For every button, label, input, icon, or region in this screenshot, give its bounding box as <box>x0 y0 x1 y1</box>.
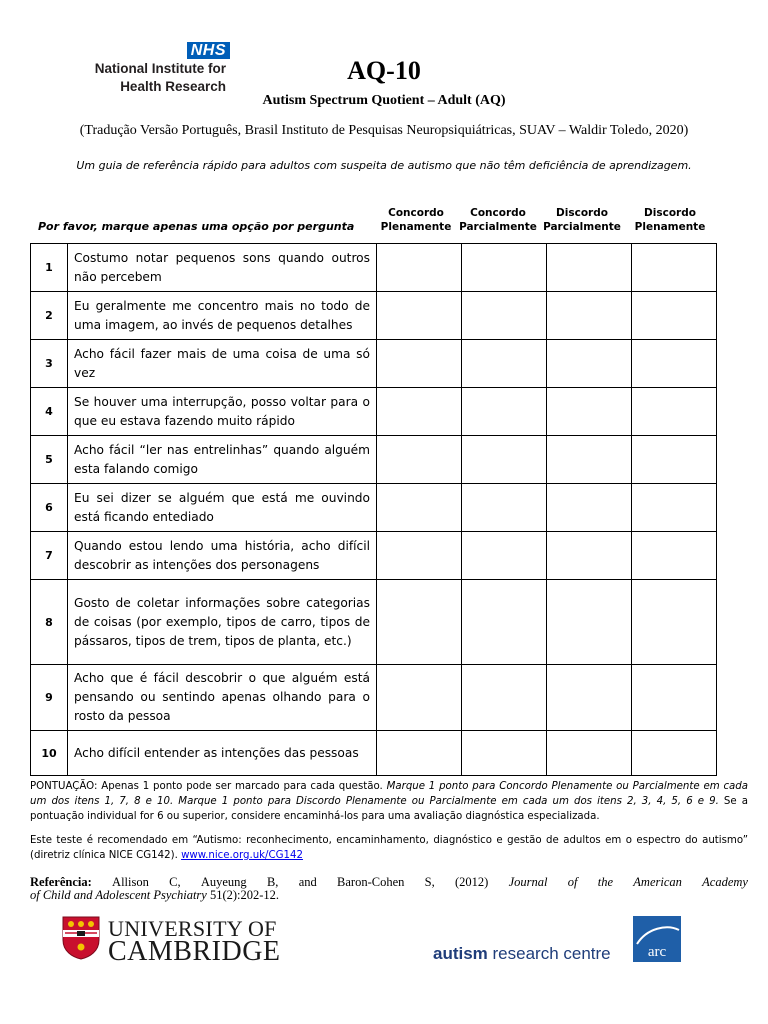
column-header-line: Plenamente <box>634 221 706 233</box>
reference <box>30 876 748 902</box>
reference-word: Journal <box>508 875 548 889</box>
reference-word: Allison <box>112 875 149 889</box>
cambridge-crest-icon <box>62 916 100 960</box>
column-header-line: Discordo <box>644 207 696 219</box>
column-header-line: Parcialmente <box>543 221 621 233</box>
question-text: Acho que é fácil descobrir o que alguém está pensando ou sentindo apenas olhando para o rosto da pessoa <box>68 665 377 731</box>
answer-cell[interactable] <box>377 340 462 388</box>
answer-cell[interactable] <box>377 436 462 484</box>
question-text: Gosto de coletar informações sobre categorias de coisas (por exemplo, tipos de carro, tipos de pássaros, tipos de trem, tipos de planta, etc.) <box>68 580 377 665</box>
arc-wordmark <box>433 944 611 964</box>
cambridge-line-1: UNIVERSITY OF <box>108 916 277 941</box>
answer-cell[interactable] <box>632 484 717 532</box>
nhs-badge: NHS <box>187 42 230 59</box>
arc-logo-icon <box>633 916 681 962</box>
questions-table <box>30 243 717 776</box>
instruction-text: Por favor, marque apenas uma opção por pergunta <box>38 220 355 233</box>
question-number: 2 <box>31 292 68 340</box>
answer-cell[interactable] <box>547 580 632 665</box>
table-row <box>31 340 717 388</box>
question-number: 9 <box>31 665 68 731</box>
title-text: AQ-10 <box>347 56 421 85</box>
question-text: Costumo notar pequenos sons quando outros não percebem <box>68 244 377 292</box>
reference-line-2 <box>30 889 748 902</box>
answer-cell[interactable] <box>462 731 547 776</box>
scoring-lead: PONTUAÇÃO: Apenas 1 ponto pode ser marcado para cada questão. <box>30 781 387 792</box>
reference-label: Referência: <box>30 875 92 889</box>
table-row <box>31 532 717 580</box>
reference-word: and <box>298 875 317 889</box>
answer-cell[interactable] <box>632 731 717 776</box>
reference-word: American <box>633 875 682 889</box>
cambridge-line-2: CAMBRIDGE <box>108 936 281 967</box>
nice-text: Este teste é recomendado em “Autismo: reconhecimento, encaminhamento, diagnóstico e gestão de adultos em o espectro do autismo” (diretriz clínica NICE CG142). <box>30 835 748 861</box>
question-text: Eu geralmente me concentro mais no todo de uma imagem, ao invés de pequenos detalhes <box>68 292 377 340</box>
column-header-line: Concordo <box>470 207 526 219</box>
question-text: Acho difícil entender as intenções das pessoas <box>68 731 377 776</box>
answer-cell[interactable] <box>462 580 547 665</box>
column-header-concordo-parcialmente <box>456 206 540 234</box>
column-header-line: Plenamente <box>380 221 452 233</box>
column-header-concordo-plenamente <box>374 206 458 234</box>
answer-cell[interactable] <box>547 244 632 292</box>
answer-cell[interactable] <box>547 292 632 340</box>
nice-note <box>30 833 748 863</box>
answer-cell[interactable] <box>632 292 717 340</box>
scoring-note <box>30 779 748 824</box>
table-row <box>31 244 717 292</box>
answer-cell[interactable] <box>377 292 462 340</box>
document-title <box>0 56 768 86</box>
answer-cell[interactable] <box>377 532 462 580</box>
answer-cell[interactable] <box>377 388 462 436</box>
reference-volume: 51(2):202-12. <box>206 888 280 902</box>
question-number: 8 <box>31 580 68 665</box>
table-row <box>31 292 717 340</box>
column-header-line: Concordo <box>388 207 444 219</box>
answer-cell[interactable] <box>462 532 547 580</box>
answer-cell[interactable] <box>547 665 632 731</box>
reference-word: Auyeung <box>200 875 247 889</box>
reference-word: of <box>567 875 578 889</box>
question-number: 10 <box>31 731 68 776</box>
answer-cell[interactable] <box>462 244 547 292</box>
table-row <box>31 665 717 731</box>
table-row <box>31 436 717 484</box>
answer-cell[interactable] <box>632 244 717 292</box>
table-row <box>31 731 717 776</box>
answer-cell[interactable] <box>377 580 462 665</box>
reference-word: S, <box>424 875 435 889</box>
reference-word: B, <box>266 875 279 889</box>
answer-cell[interactable] <box>377 244 462 292</box>
reference-journal: of Child and Adolescent Psychiatry <box>30 888 207 902</box>
answer-cell[interactable] <box>632 665 717 731</box>
answer-cell[interactable] <box>547 340 632 388</box>
column-header-discordo-parcialmente <box>540 206 624 234</box>
question-text: Eu sei dizer se alguém que está me ouvindo está ficando entediado <box>68 484 377 532</box>
question-number: 1 <box>31 244 68 292</box>
scoring-italic: Marque 1 ponto para Concordo Plenamente ou Parcialmente em cada um dos itens 1, 7, 8 e 10. Marque 1 ponto para Discordo Plenamente ou Parcialmente em cada um dos itens 2, 3, 4, 5, 6 e 9. <box>30 781 748 807</box>
arc-wordmark-bold: autism <box>433 944 488 963</box>
answer-cell[interactable] <box>632 580 717 665</box>
document-subtitle: Autism Spectrum Quotient – Adult (AQ) <box>262 93 506 108</box>
question-text: Acho fácil fazer mais de uma coisa de uma só vez <box>68 340 377 388</box>
question-number: 6 <box>31 484 68 532</box>
answer-cell[interactable] <box>377 731 462 776</box>
answer-cell[interactable] <box>632 340 717 388</box>
answer-cell[interactable] <box>377 665 462 731</box>
question-text: Acho fácil “ler nas entrelinhas” quando alguém esta falando comigo <box>68 436 377 484</box>
guide-text: Um guia de referência rápido para adultos com suspeita de autismo que não têm deficiência de aprendizagem. <box>76 159 692 172</box>
table-row <box>31 580 717 665</box>
answer-cell[interactable] <box>462 388 547 436</box>
question-number: 7 <box>31 532 68 580</box>
answer-cell[interactable] <box>462 484 547 532</box>
reference-word: C, <box>169 875 181 889</box>
question-number: 5 <box>31 436 68 484</box>
answer-cell[interactable] <box>377 484 462 532</box>
answer-cell[interactable] <box>462 665 547 731</box>
question-number: 3 <box>31 340 68 388</box>
answer-cell[interactable] <box>462 436 547 484</box>
nice-link[interactable]: www.nice.org.uk/CG142 <box>181 850 303 861</box>
column-header-discordo-plenamente <box>628 206 712 234</box>
reference-word: the <box>597 875 614 889</box>
nihr-line-1: National Institute for <box>94 61 226 76</box>
translation-note: (Tradução Versão Português, Brasil Instituto de Pesquisas Neuropsiquiátricas, SUAV – Waldir Toledo, 2020) <box>79 123 689 138</box>
answer-cell[interactable] <box>547 388 632 436</box>
answer-cell[interactable] <box>547 731 632 776</box>
reference-word: Academy <box>702 875 748 889</box>
question-number: 4 <box>31 388 68 436</box>
table-row <box>31 388 717 436</box>
nihr-line-2: Health Research <box>120 79 226 94</box>
answer-cell[interactable] <box>547 532 632 580</box>
answer-cell[interactable] <box>547 484 632 532</box>
answer-cell[interactable] <box>547 436 632 484</box>
cambridge-logo <box>62 916 282 967</box>
column-header-line: Parcialmente <box>459 221 537 233</box>
question-text: Quando estou lendo uma história, acho difícil descobrir as intenções dos personagens <box>68 532 377 580</box>
question-text: Se houver uma interrupção, posso voltar para o que eu estava fazendo muito rápido <box>68 388 377 436</box>
answer-cell[interactable] <box>632 532 717 580</box>
arc-wordmark-rest: research centre <box>487 944 611 963</box>
column-header-line: Discordo <box>556 207 608 219</box>
answer-cell[interactable] <box>462 340 547 388</box>
table-row <box>31 484 717 532</box>
scoring-tail: Se a pontuação individual for 6 ou superior, considere encaminhá-los para uma avaliação diagnóstica especializada. <box>30 796 748 822</box>
arc-badge-text: arc <box>647 944 667 960</box>
answer-cell[interactable] <box>462 292 547 340</box>
answer-cell[interactable] <box>632 436 717 484</box>
answer-cell[interactable] <box>632 388 717 436</box>
reference-word: Baron-Cohen <box>337 875 405 889</box>
reference-word: (2012) <box>454 875 489 889</box>
